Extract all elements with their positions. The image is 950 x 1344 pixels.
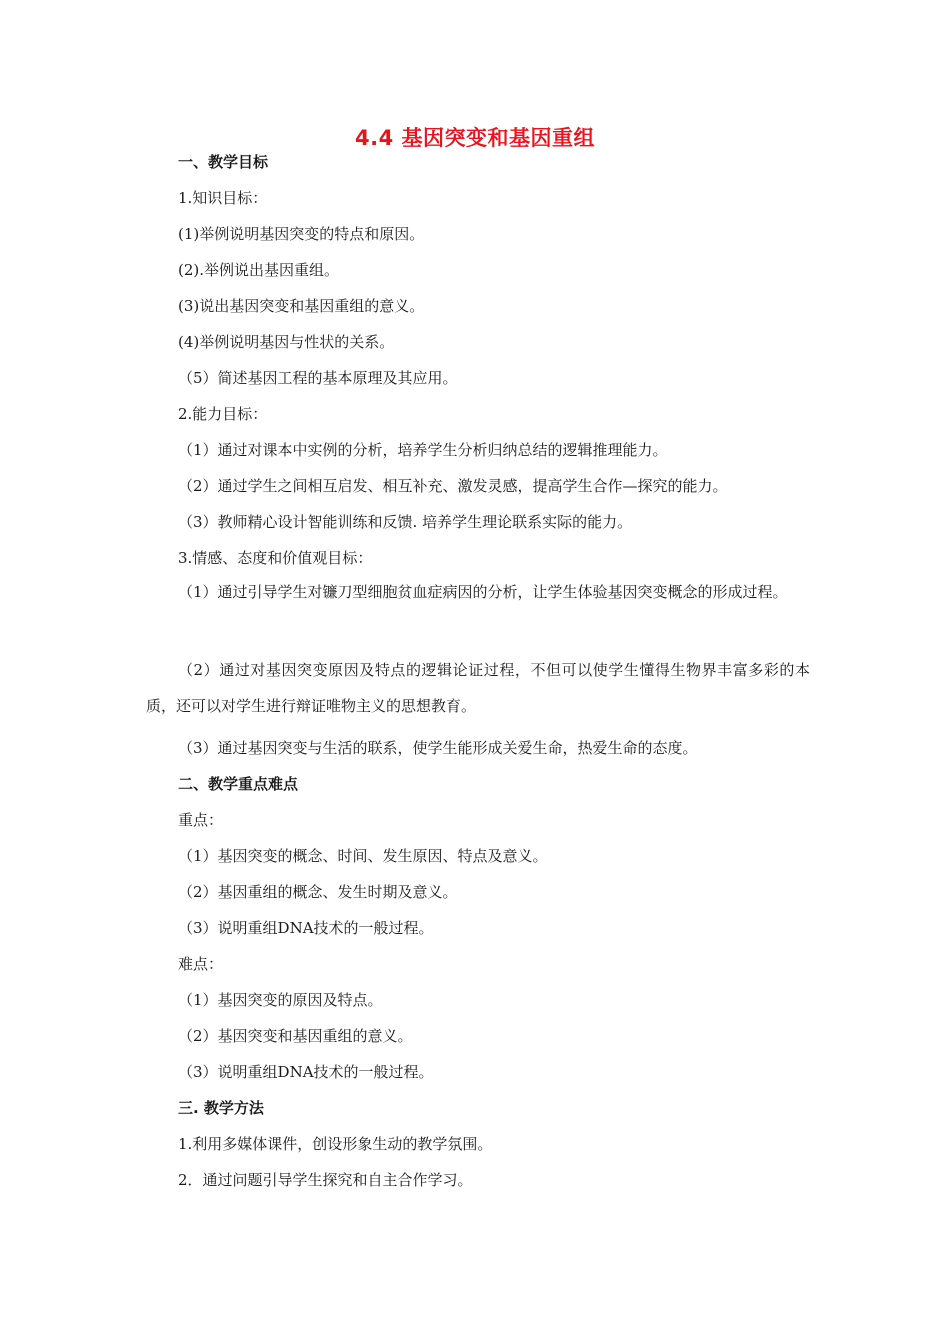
knowledge-label: 1.知识目标： bbox=[178, 189, 268, 207]
key-point-2: （2）基因重组的概念、发生时期及意义。 bbox=[178, 883, 458, 901]
section3-heading: 三. 教学方法 bbox=[178, 1099, 264, 1117]
method-item-2: 2．通过问题引导学生探究和自主合作学习。 bbox=[178, 1171, 473, 1189]
knowledge-item-2: (2).举例说出基因重组。 bbox=[178, 261, 340, 279]
knowledge-item-4: (4)举例说明基因与性状的关系。 bbox=[178, 333, 395, 351]
ability-item-1: （1）通过对课本中实例的分析，培养学生分析归纳总结的逻辑推理能力。 bbox=[178, 441, 668, 459]
key-points-label: 重点： bbox=[178, 811, 224, 829]
ability-label: 2.能力目标： bbox=[178, 405, 268, 423]
knowledge-item-5: （5）简述基因工程的基本原理及其应用。 bbox=[178, 369, 458, 387]
method-item-1: 1.利用多媒体课件，创设形象生动的教学氛围。 bbox=[178, 1135, 493, 1153]
section1-heading: 一、教学目标 bbox=[178, 153, 269, 171]
section2-heading: 二、教学重点难点 bbox=[178, 775, 299, 793]
emotion-paragraph-1: （1）通过引导学生对镰刀型细胞贫血症病因的分析，让学生体验基因突变概念的形成过程。 bbox=[178, 583, 788, 601]
emotion-label: 3.情感、态度和价值观目标： bbox=[178, 549, 373, 567]
document-title: 4.4 基因突变和基因重组 bbox=[354, 126, 595, 150]
ability-item-3: （3）教师精心设计智能训练和反馈. 培养学生理论联系实际的能力。 bbox=[178, 513, 633, 531]
knowledge-item-3: (3)说出基因突变和基因重组的意义。 bbox=[178, 297, 425, 315]
key-point-1: （1）基因突变的概念、时间、发生原因、特点及意义。 bbox=[178, 847, 548, 865]
emotion-item-3: （3）通过基因突变与生活的联系，使学生能形成关爱生命，热爱生命的态度。 bbox=[178, 739, 698, 757]
key-point-3: （3）说明重组DNA技术的一般过程。 bbox=[178, 919, 434, 937]
difficult-point-2: （2）基因突变和基因重组的意义。 bbox=[178, 1027, 413, 1045]
difficult-point-3: （3）说明重组DNA技术的一般过程。 bbox=[178, 1063, 434, 1081]
knowledge-item-1: (1)举例说明基因突变的特点和原因。 bbox=[178, 225, 425, 243]
difficult-point-1: （1）基因突变的原因及特点。 bbox=[178, 991, 383, 1009]
ability-item-2: （2）通过学生之间相互启发、相互补充、激发灵感，提高学生合作—探究的能力。 bbox=[178, 477, 728, 495]
difficult-points-label: 难点： bbox=[178, 955, 224, 973]
emotion-paragraph-2: （2）通过对基因突变原因及特点的逻辑论证过程，不但可以使学生懂得生物界丰富多彩的本质，还可以对学生进行辩证唯物主义的思想教育。 bbox=[146, 661, 810, 715]
